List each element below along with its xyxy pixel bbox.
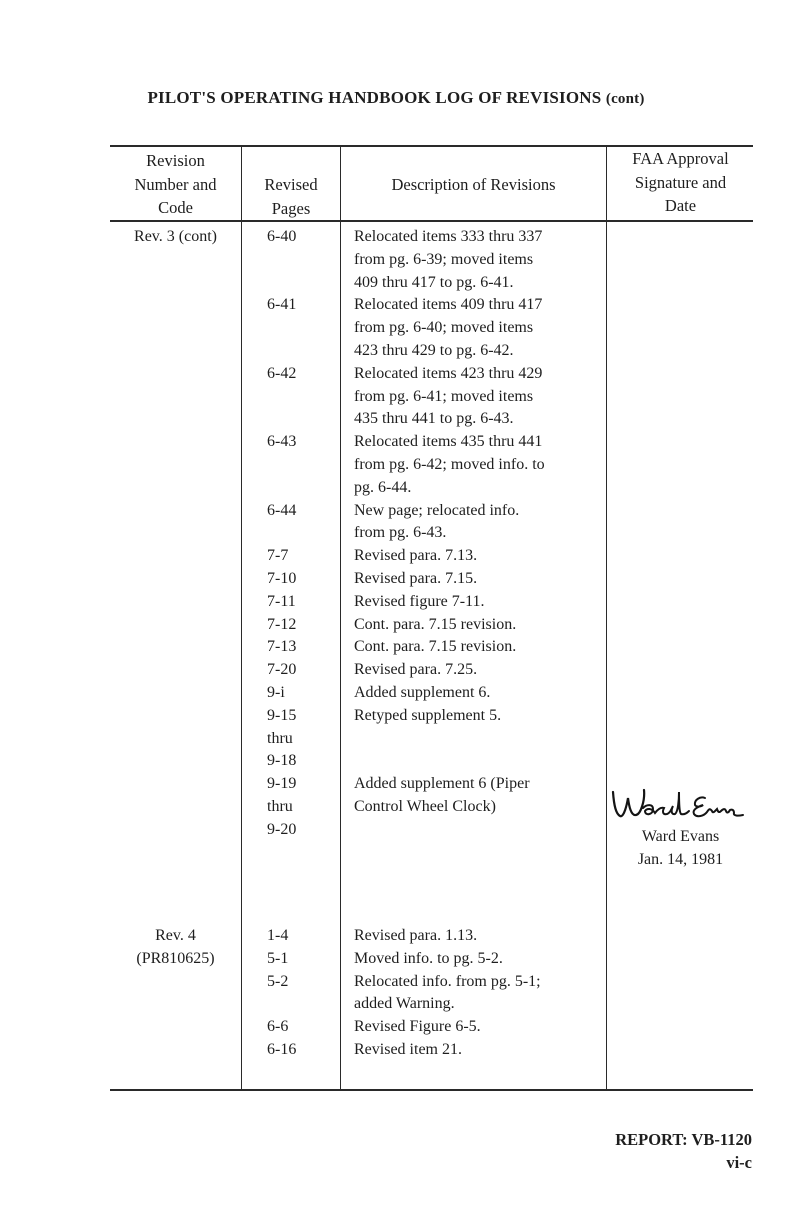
revision-description-line: Relocated items 409 thru 417 — [354, 296, 543, 314]
revision-description-line: from pg. 6-42; moved info. to — [354, 455, 545, 473]
revised-page-line: thru — [267, 729, 293, 747]
revision-description-line: Cont. para. 7.15 revision. — [354, 615, 517, 633]
revision-description-line: 423 thru 429 to pg. 6-42. — [354, 341, 514, 359]
revision-description-line: Revised para. 7.15. — [354, 570, 478, 587]
revised-page-line: 9-19 — [267, 775, 297, 793]
revised-page-cell — [267, 925, 288, 948]
header-description — [341, 173, 606, 197]
revision-description — [354, 545, 477, 568]
revised-page-line: 5-1 — [267, 949, 289, 967]
revised-page-line: 6-43 — [267, 433, 297, 451]
table-bottom-rule — [110, 1089, 753, 1091]
revised-page-cell — [267, 363, 296, 386]
revision-description-line: Revised para. 1.13. — [354, 927, 478, 944]
revised-page-cell — [267, 948, 288, 971]
revision-description — [354, 614, 516, 637]
revision-description-line: Control Wheel Clock) — [354, 797, 496, 815]
revised-page-cell — [267, 636, 296, 659]
revision-description-line: Revised Figure 6-5. — [354, 1018, 481, 1036]
revision-description-line: 409 thru 417 to pg. 6-41. — [354, 273, 514, 291]
approval-signature — [607, 776, 754, 828]
header-approval-line: Date — [664, 196, 697, 215]
revised-page-cell — [267, 226, 296, 249]
revised-page-line: 9-18 — [267, 752, 297, 770]
revised-page-line: 5-2 — [267, 972, 289, 990]
revision-description-line: Retyped supplement 5. — [354, 706, 502, 724]
revision-description-line: Relocated items 423 thru 429 — [354, 364, 543, 382]
revised-page-cell — [267, 1039, 296, 1062]
revised-page-cell — [267, 1016, 288, 1039]
revision-description-line: from pg. 6-43. — [354, 524, 447, 542]
revised-page-cell — [267, 500, 296, 523]
revision-description-line: New page; relocated info. — [354, 501, 520, 519]
header-revision-line: Number and — [134, 174, 217, 194]
revision-description-line: 435 thru 441 to pg. 6-43. — [354, 410, 514, 428]
revised-page-line: 9-i — [267, 684, 285, 701]
revised-page-cell — [267, 431, 296, 454]
page-number: vi-c — [726, 1153, 752, 1172]
revision-description — [354, 591, 484, 614]
revision-description-line: Added supplement 6. — [354, 684, 491, 701]
revision-description — [354, 773, 530, 819]
column-divider — [241, 145, 242, 1091]
page-title — [0, 88, 792, 108]
column-divider — [340, 145, 341, 1091]
revision-description — [354, 636, 516, 659]
revised-page-line: 1-4 — [267, 927, 289, 944]
revised-page-cell — [267, 591, 296, 614]
report-number: REPORT: VB-1120 — [615, 1130, 752, 1149]
revised-page-cell — [267, 971, 288, 994]
revision-description-line: Moved info. to pg. 5-2. — [354, 949, 503, 967]
header-pages-line: Revised — [264, 175, 318, 194]
revision-description — [354, 682, 490, 705]
approver-name: Ward Evans — [641, 828, 720, 845]
revision-description — [354, 925, 477, 948]
revised-page-cell — [267, 773, 296, 841]
header-bottom-rule — [110, 220, 753, 222]
revision-description-line: Revised para. 7.25. — [354, 661, 478, 679]
revision-description — [354, 568, 477, 591]
revised-page-line: 7-13 — [267, 638, 297, 656]
revision-description — [354, 971, 541, 1017]
page-title-suffix: (cont) — [605, 91, 645, 107]
header-approval-line: Signature and — [634, 172, 727, 192]
signature-text: Ward Evans — [607, 827, 612, 828]
revision-description-line: Revised item 21. — [354, 1041, 462, 1058]
revised-page-line: 9-20 — [267, 820, 297, 838]
revision-description-line: Relocated items 435 thru 441 — [354, 433, 543, 451]
revised-page-cell — [267, 614, 296, 637]
revised-page-line: 7-7 — [267, 547, 289, 565]
revision-description-line: Relocated items 333 thru 337 — [354, 228, 543, 245]
revised-page-cell — [267, 568, 296, 591]
revision-description-line: Added supplement 6 (Piper — [354, 775, 530, 793]
revision-description — [354, 659, 477, 682]
revised-page-cell — [267, 545, 288, 568]
revised-page-cell — [267, 659, 296, 682]
revision-description — [354, 705, 501, 728]
header-revised-pages — [242, 173, 340, 220]
revised-page-line: 7-12 — [267, 615, 297, 633]
revised-page-cell — [267, 682, 285, 705]
approval-date: Jan. 14, 1981 — [637, 851, 724, 868]
revision-description-line: Revised para. 7.13. — [354, 547, 478, 565]
revised-page-line: 6-6 — [267, 1018, 289, 1036]
revision-description-line: Revised figure 7-11. — [354, 592, 485, 610]
revision-description — [354, 500, 519, 546]
revision-description — [354, 1016, 481, 1039]
header-approval — [607, 147, 754, 218]
revised-page-line: 6-44 — [267, 501, 297, 519]
revised-page-line: 6-40 — [267, 228, 297, 245]
page-title-text: PILOT'S OPERATING HANDBOOK LOG OF REVISIONS — [147, 88, 602, 107]
revision-code: Rev. 4 — [155, 927, 196, 944]
revision-description-line: Cont. para. 7.15 revision. — [354, 638, 517, 656]
revision-code: Rev. 3 (cont) — [134, 228, 217, 245]
revision-description-line: from pg. 6-40; moved items — [354, 319, 534, 337]
revised-page-line: 6-41 — [267, 296, 297, 314]
revised-page-line: 7-11 — [267, 592, 296, 610]
revised-page-line: 7-20 — [267, 661, 297, 679]
header-approval-line: FAA Approval — [632, 149, 729, 168]
revised-page-cell — [267, 294, 296, 317]
header-revision — [110, 149, 241, 220]
revision-description-line: from pg. 6-41; moved items — [354, 387, 534, 405]
revision-description — [354, 226, 542, 294]
header-description-line: Description of Revisions — [391, 175, 556, 194]
header-revision-line: Revision — [146, 151, 205, 170]
revised-page-line: 9-15 — [267, 706, 297, 724]
revised-page-cell — [267, 705, 296, 773]
column-divider — [606, 145, 607, 1091]
revision-description — [354, 363, 542, 431]
revision-description-line: added Warning. — [354, 995, 455, 1013]
header-revision-line: Code — [158, 198, 193, 217]
revised-page-line: thru — [267, 797, 293, 815]
revision-description — [354, 431, 545, 499]
revised-page-line: 6-42 — [267, 364, 297, 382]
revision-code-sub: (PR810625) — [136, 950, 215, 967]
revision-description-line: pg. 6-44. — [354, 478, 412, 496]
revised-page-line: 6-16 — [267, 1041, 297, 1058]
revised-page-line: 7-10 — [267, 570, 297, 587]
revision-description — [354, 294, 542, 362]
revision-description-line: from pg. 6-39; moved items — [354, 250, 534, 268]
revision-description — [354, 948, 503, 971]
header-pages-line: Pages — [271, 198, 311, 218]
revision-description-line: Relocated info. from pg. 5-1; — [354, 972, 541, 990]
revision-description — [354, 1039, 462, 1062]
